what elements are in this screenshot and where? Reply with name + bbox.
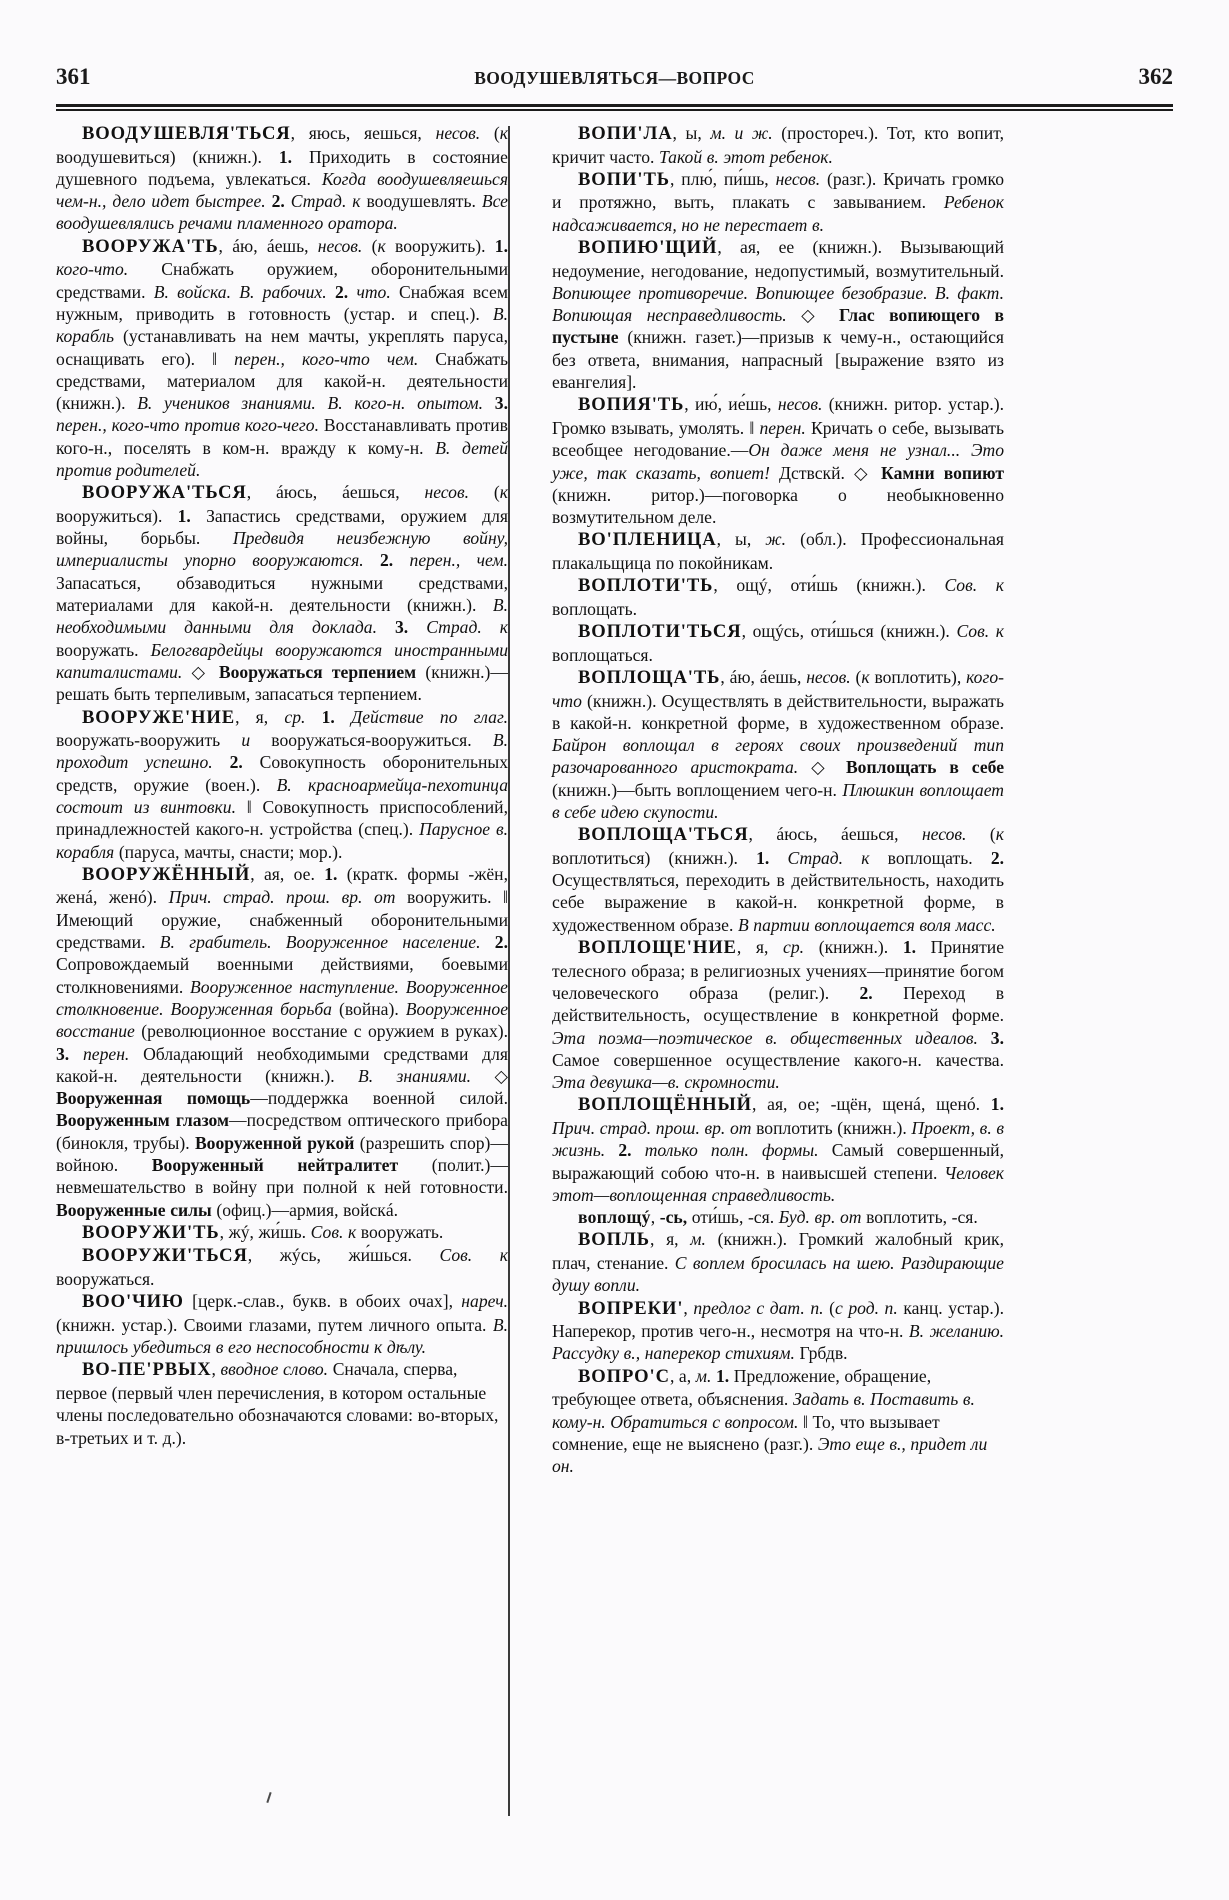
entry-headword: ВОПЛОТИ'ТЬСЯ	[578, 621, 742, 643]
column-left	[56, 122, 524, 1864]
entry-headword: ВО'ПЛЕНИЦА	[578, 529, 717, 551]
entry-definition: , áюсь, áешься, несов. (к вооружиться). 1. Запастись средствами, оружием для войны, борьбы. Предвидя неизбежную войну, империалисты упорно вооружаются. 2. перен., чем. Запасаться, обзаводиться нужными средствами, материалами для какой-н. деятельности (книжн.). В. необходимыми данными для доклада. 3. Страд. к вооружать. Белогвардейцы вооружаются иностранными капиталистами. ◇ Вооружаться терпением (книжн.)—решать быть терпеливым, запасаться терпением.	[56, 482, 508, 705]
entry-headword: ВОПЛЬ	[578, 1229, 650, 1251]
entry-definition: , жýсь, жи́шься. Сов. к вооружаться.	[56, 1245, 508, 1289]
entry-headword: ВООДУШЕВЛЯ'ТЬСЯ	[82, 123, 291, 144]
dictionary-entry	[552, 1228, 1004, 1296]
entry-headword: ВООРУЖИ'ТЬ	[82, 1221, 220, 1243]
entry-definition: , вводное слово. Сначала, сперва, первое (первый член перечисления, в котором остальные члены последовательно обозначаются словами: во-вторых, в-третьих и т. д.).	[56, 1359, 499, 1448]
dictionary-entry	[56, 706, 508, 863]
dictionary-entry	[56, 1358, 508, 1448]
entry-headword: воплощý	[578, 1207, 651, 1228]
entry-headword: ВО-ПЕ'РВЫХ	[82, 1359, 212, 1381]
entry-headword: ВООРУЖЕ'НИЕ	[82, 706, 236, 728]
entry-headword: ВООРУЖЁННЫЙ	[82, 863, 251, 885]
dictionary-entry	[56, 1290, 508, 1358]
dictionary-entry	[552, 823, 1004, 936]
entry-definition: , ы, ж. (обл.). Профессиональная плакальщица по покойникам.	[552, 529, 1004, 573]
dictionary-entry	[552, 1093, 1004, 1206]
dictionary-entry	[56, 481, 508, 705]
header-rule-thick	[56, 104, 1173, 107]
entry-definition: , я, м. (книжн.). Громкий жалобный крик, плач, стенание. С воплем бросилась на шею. Раздирающие душу вопли.	[552, 1229, 1004, 1296]
entry-definition: , -сь, оти́шь, -ся. Буд. вр. от воплотить, -ся.	[650, 1207, 978, 1228]
dictionary-entry	[56, 863, 508, 1221]
running-head	[56, 64, 1173, 94]
entry-list-right	[552, 122, 1004, 1478]
dictionary-entry	[552, 574, 1004, 620]
entry-definition: , ая, ое; -щён, щенá, щенó. 1. Прич. страд. прош. вр. от воплотить (книжн.). Проект, в. в жизнь. 2. только полн. формы. Самый совершенный, выражающий собою что-н. в наивысшей степени. Человек этот—воплощенная справедливость.	[552, 1094, 1004, 1205]
entry-headword: ВОО'ЧИЮ	[82, 1291, 184, 1313]
entry-definition: , áю, áешь, несов. (к вооружить). 1. кого-что. Снабжать оружием, оборонительными средствами. В. войска. В. рабочих. 2. что. Снабжая всем нужным, приводить в готовность (устар. и спец.). В. корабль (устанавливать на нем мачты, укреплять паруса, оснащивать его). ‖ перен., кого-что чем. Снабжать средствами, материалом для какой-н. деятельности (книжн.). В. учеников знаниями. В. кого-н. опытом. 3. перен., кого-что против кого-чего. Восстанавливать против кого-н., поселять в ком-н. вражду к кому-н. В. детей против родителей.	[56, 235, 509, 480]
entry-definition: , ы, м. и ж. (простореч.). Тот, кто вопит, кричит часто. Такой в. этот ребенок.	[552, 123, 1004, 167]
dictionary-entry	[552, 1297, 1004, 1365]
dictionary-entry	[56, 1244, 508, 1290]
column-right	[524, 122, 1004, 1864]
dictionary-entry	[552, 393, 1004, 528]
entry-headword: ВОПИ'ЛА	[578, 123, 673, 144]
entry-definition: , жý, жи́шь. Сов. к вооружать.	[219, 1221, 444, 1242]
entry-definition: , ая, ее (книжн.). Вызывающий недоумение, негодование, недопустимый, возмутительный. Вопиющее противоречие. Вопиющее безобразие. В. факт. Вопиющая несправедливость. ◇ Глас вопиющего в пустыне (книжн. газет.)—призыв к чему-н., остающийся без ответа, внимания, напрасный [выражение взято из евангелия].	[552, 237, 1004, 393]
entry-definition: , а, м. 1. Предложение, обращение, требующее ответа, объяснения. Задать в. Поставить в. кому-н. Обратиться с вопросом. ‖ То, что вызывает сомнение, еще не выяснено (разг.). Это еще в., придет ли он.	[552, 1365, 988, 1477]
entry-headword: ВОПЛОЩА'ТЬСЯ	[578, 824, 749, 846]
entry-definition: , ая, ое. 1. (кратк. формы -жён, женá, женó). Прич. страд. прош. вр. от вооружить. ‖ Имеющий оружие, снабженный оборонительными средствами. В. грабитель. Вооруженное население. 2. Сопровождаемый военными действиями, боевыми столкновениями. Вооруженное наступление. Вооруженное столкновение. Вооруженная борьба (война). Вооруженное восстание (революционное восстание с оружием в руках). 3. перен. Обладающий необходимыми средствами для какой-н. деятельности (книжн.). В. знаниями. ◇ Вооруженная помощь—поддержка военной силой. Вооруженным глазом—посредством оптического прибора (бинокля, трубы). Вооруженной рукой (разрешить спор)—войною. Вооруженный нейтралитет (полит.)—невмешательство в войну при полной к ней готовности. Вооруженные силы (офиц.)—армия, войскá.	[56, 863, 508, 1220]
entry-definition: , áюсь, áешься, несов. (к воплотиться) (книжн.). 1. Страд. к воплощать. 2. Осуществляться, переходить в действительность, находить себе выражение в какой-н. конкретной форме, в художественном образе. В партии воплощается воля масс.	[552, 824, 1005, 935]
dictionary-entry	[56, 1221, 508, 1245]
dictionary-entry	[552, 122, 1004, 168]
entry-headword: ВООРУЖА'ТЬ	[82, 235, 219, 257]
entry-headword: ВОПЛОТИ'ТЬ	[578, 575, 714, 597]
dictionary-entry	[552, 936, 1004, 1093]
dictionary-entry	[552, 1365, 1004, 1478]
entry-definition: , предлог с дат. п. (с род. п. канц. устар.). Наперекор, против чего-н., несмотря на что-н. В. желанию. Рассудку в., наперекор стихиям. Грбдв.	[552, 1297, 1004, 1364]
entry-list-left	[56, 122, 508, 1449]
entry-headword: ВОПЛОЩЁННЫЙ	[578, 1094, 753, 1116]
entry-headword: ВОПИЯ'ТЬ	[578, 394, 685, 416]
dictionary-entry	[552, 620, 1004, 666]
entry-definition: , яюсь, яешься, несов. (к воодушевиться) (книжн.). 1. Приходить в состояние душевного подъема, увлекаться. Когда воодушевляешься чем-н., дело идет быстрее. 2. Страд. к воодушевлять. Все воодушевлялись речами пламенного оратора.	[56, 123, 508, 234]
entry-headword: ВОПЛОЩА'ТЬ	[578, 666, 721, 688]
dictionary-entry	[552, 1206, 1004, 1228]
running-head-title: ВООДУШЕВЛЯТЬСЯ—ВОПРОС	[474, 68, 755, 88]
entry-headword: ВОПРЕКИ'	[578, 1297, 684, 1319]
header-rule	[56, 104, 1173, 111]
entry-headword: ВОПИЮ'ЩИЙ	[578, 237, 718, 259]
entry-headword: ВООРУЖА'ТЬСЯ	[82, 482, 247, 504]
entry-definition: , я, ср. 1. Действие по глаг. вооружать-вооружить и вооружаться-вооружиться. В. проходит успешно. 2. Совокупность оборонительных средств, оружие (воен.). В. красноармейца-пехотинца состоит из винтовки. ‖ Совокупность приспособлений, принадлежностей какого-н. устройства (спец.). Парусное в. корабля (паруса, мачты, снасти; мор.).	[56, 706, 509, 862]
entry-headword: ВООРУЖИ'ТЬСЯ	[82, 1245, 248, 1267]
dictionary-entry	[552, 236, 1004, 393]
entry-headword: ВОПИ'ТЬ	[578, 168, 670, 190]
dictionary-entry	[56, 235, 508, 482]
page-columns	[56, 122, 1173, 1864]
entry-definition: [церк.-слав., букв. в обоих очах], нареч. (книжн. устар.). Своими глазами, путем личного опыта. В. пришлось убедиться в его неспособности к дѣлу.	[56, 1291, 508, 1358]
entry-definition: , плю́, пи́шь, несов. (разг.). Кричать громко и протяжно, выть, плакать с завыванием. Ребенок надсаживается, но не перестает в.	[552, 168, 1004, 235]
entry-headword: ВОПРО'С	[578, 1365, 670, 1387]
entry-definition: , я, ср. (книжн.). 1. Принятие телесного образа; в религиозных учениях—принятие богом человеческого образа (религ.). 2. Переход в действительность, осуществление в конкретной форме. Эта поэма—поэтическое в. общественных идеалов. 3. Самое совершенное осуществление какого-н. качества. Эта девушка—в. скромности.	[552, 937, 1004, 1093]
header-rule-thin	[56, 109, 1173, 111]
dictionary-entry	[552, 168, 1004, 236]
entry-headword: ВОПЛОЩЕ'НИЕ	[578, 937, 737, 959]
dictionary-entry	[56, 122, 508, 235]
folio-left: 361	[56, 64, 91, 89]
folio-right: 362	[1138, 64, 1173, 89]
entry-definition: , ию́, ие́шь, несов. (книжн. ритор. устар.). Громко взывать, умолять. ‖ перен. Кричать о себе, вызывать всеобщее негодование.—Он даже меня не узнал... Это уже, так сказать, вопиет! Дствскй. ◇ Камни вопиют (книжн. ритор.)—поговорка о необыкновенно возмутительном деле.	[552, 394, 1004, 528]
entry-definition: , ощý, оти́шь (книжн.). Сов. к воплощать.	[552, 575, 1004, 619]
dictionary-entry	[552, 528, 1004, 574]
entry-definition: , ощýсь, оти́шься (книжн.). Сов. к воплощаться.	[552, 621, 1004, 665]
dictionary-entry	[552, 666, 1004, 823]
entry-definition: , áю, áешь, несов. (к воплотить), кого-что (книжн.). Осуществлять в действительности, выражать в какой-н. конкретной форме, в художественном образе. Байрон воплощал в героях своих произведений тип разочарованного аристократа. ◇ Воплощать в себе (книжн.)—быть воплощением чего-н. Плюшкин воплощает в себе идею скупости.	[552, 666, 1005, 823]
